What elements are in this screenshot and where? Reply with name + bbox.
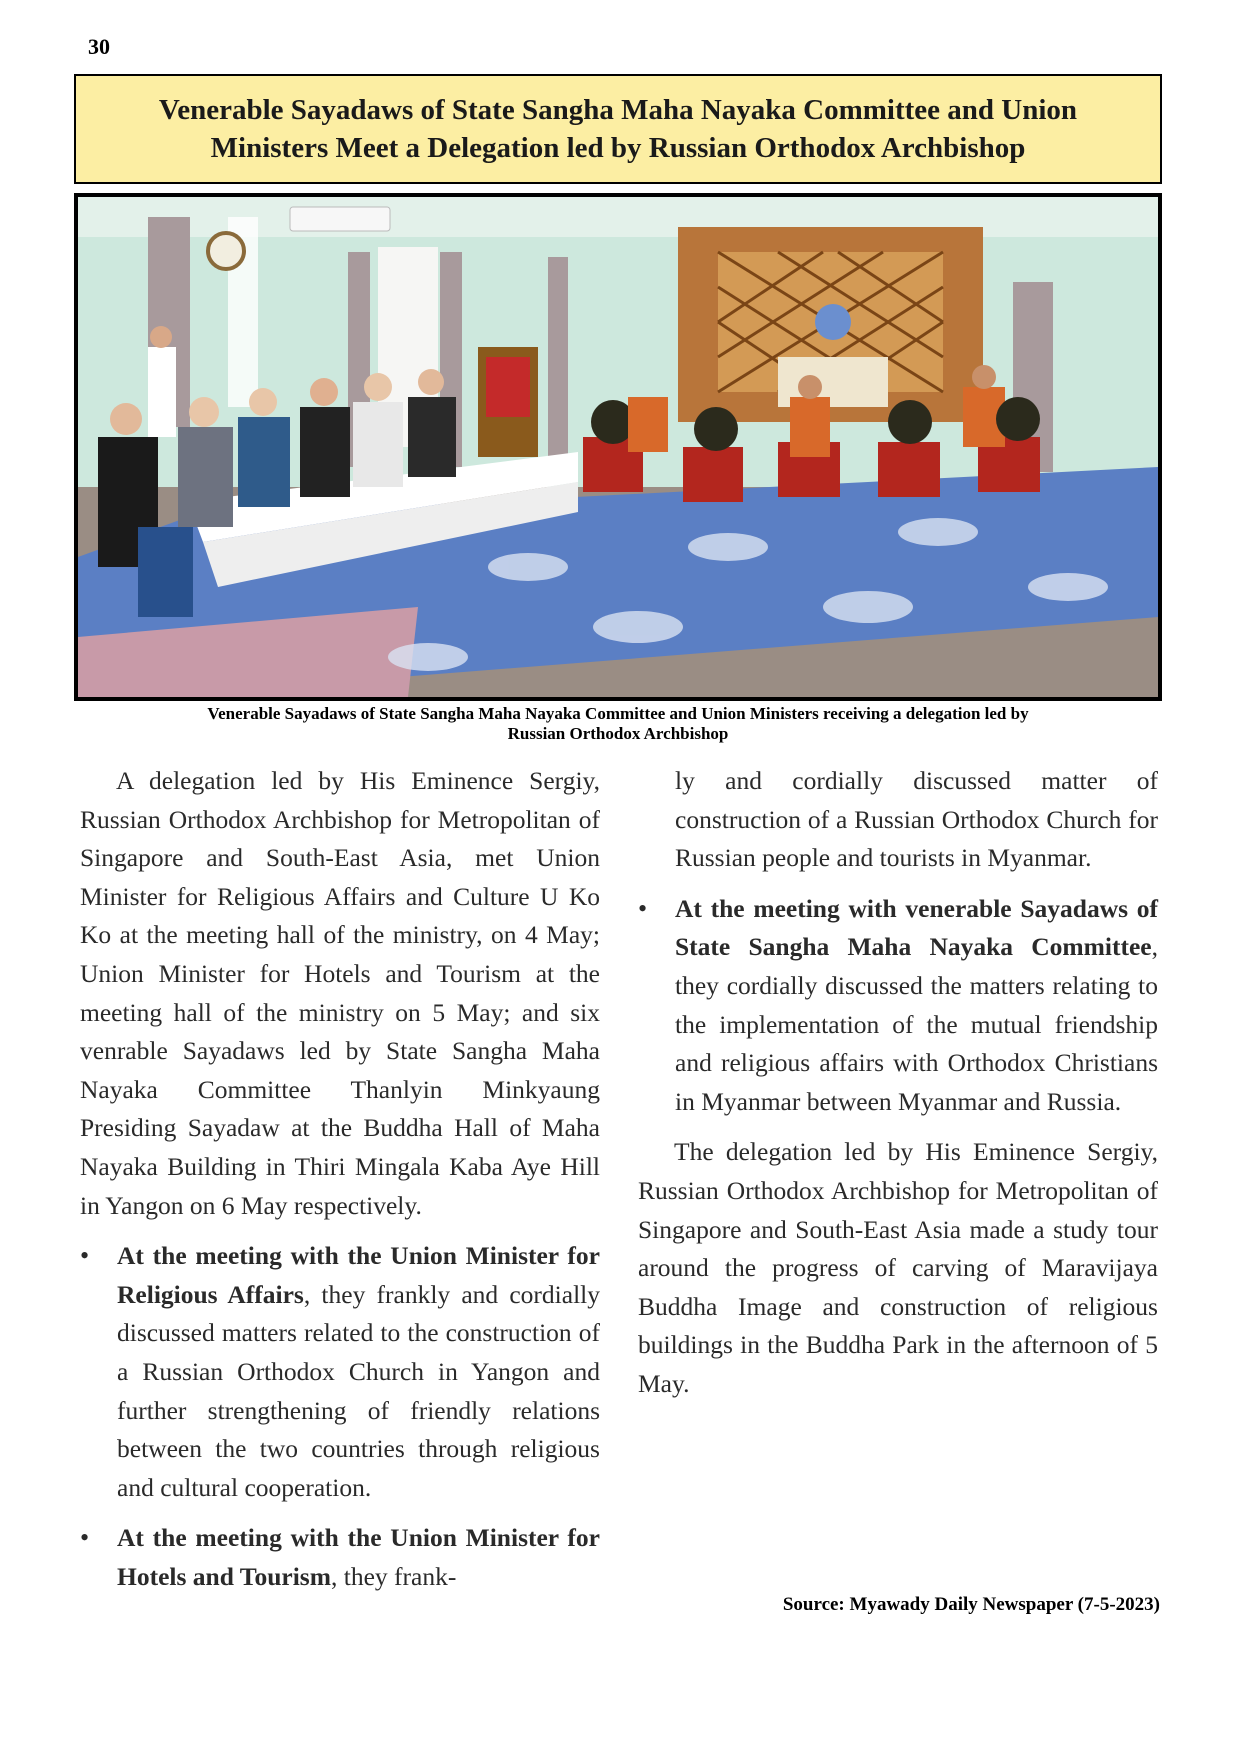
bullet-religious-affairs-heading: At the meeting with the Union Minister for Religious Affairs — [117, 1241, 600, 1309]
bullet-hotels-tourism-text: , they frank- — [330, 1561, 457, 1591]
article-title-line-2: Ministers Meet a Delegation led by Russian Orthodox Archbishop — [210, 132, 1026, 164]
bullet-sayadaws-text: , they cordially discussed the matters relating to the implementation of the mutual friendship and religious affairs with Orthodox Christians in Myanmar between Myanmar and Russia. — [675, 932, 1158, 1116]
meeting-photo — [74, 193, 1162, 701]
bullet-sayadaws — [638, 890, 1158, 1122]
photo-caption-line-1: Venerable Sayadaws of State Sangha Maha Nayaka Committee and Union Ministers receiving a delegation led by — [207, 704, 1029, 723]
page-number: 30 — [88, 34, 110, 59]
right-column — [638, 762, 1158, 1404]
bullet-icon: • — [638, 893, 648, 923]
meeting-photo-illustration — [78, 197, 1158, 697]
intro-paragraph: A delegation led by His Eminence Sergiy, Russian Orthodox Archbishop for Metropolitan of Singapore and South-East Asia, met Union Minister for Religious Affairs and Culture U Ko Ko at the meeting hall of the ministry, on 4 May; Union Minister for Hotels and Tourism at the meeting hall of the ministry on 5 May; and six venrable Sayadaws led by State Sangha Maha Nayaka Committee Thanlyin Minkyaung Presiding Sayadaw at the Buddha Hall of Maha Nayaka Building in Thiri Mingala Kaba Aye Hill in Yangon on 6 May respectively. — [80, 766, 600, 1220]
bullet-hotels-tourism-heading: At the meeting with the Union Minister for Hotels and Tourism — [117, 1523, 600, 1591]
bullet-sayadaws-heading: At the meeting with venerable Sayadaws of State Sangha Maha Nayaka Committee — [675, 893, 1158, 962]
photo-caption-line-2: Russian Orthodox Archbishop — [507, 724, 729, 743]
bullet-hotels-tourism — [80, 1519, 600, 1596]
left-column — [80, 762, 600, 1596]
bullet-hotels-tourism-continuation: ly and cordially discussed matter of construction of a Russian Orthodox Church for Russian people and tourists in Myanmar. — [675, 766, 1158, 873]
bullet-religious-affairs — [80, 1237, 600, 1507]
bullet-religious-affairs-text: , they frankly and cordially discussed matters related to the construction of a Russian Orthodox Church in Yangon and further strengthening of friendly relations between the two countries through religious and cultural cooperation. — [117, 1279, 600, 1502]
article-title-line-1: Venerable Sayadaws of State Sangha Maha Nayaka Committee and Union — [158, 94, 1078, 126]
bullet-icon: • — [80, 1523, 90, 1553]
article-title-box — [74, 74, 1162, 184]
photo-caption — [74, 704, 1162, 744]
bullet-icon: • — [80, 1241, 90, 1271]
closing-paragraph: The delegation led by His Eminence Sergiy, Russian Orthodox Archbishop for Metropolitan of Singapore and South-East Asia made a study tour around the progress of carving of Maravijaya Buddha Image and construction of religious buildings in the Buddha Park in the afternoon of 5 May. — [638, 1137, 1158, 1398]
source-credit: Source: Myawady Daily Newspaper (7-5-2023) — [782, 1594, 1160, 1615]
